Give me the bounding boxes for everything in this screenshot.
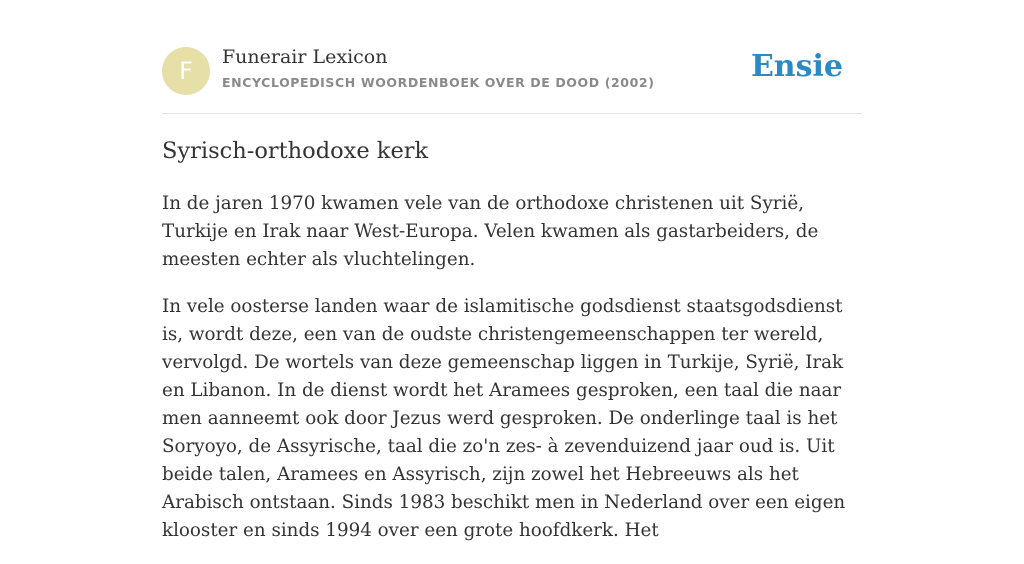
entry-paragraph: In vele oosterse landen waar de islamitische godsdienst staatsgodsdienst is, wordt deze, een van de oudste christengemeenschappen ter wereld, vervolgd. De wortels van deze gemeenschap liggen in Turkije, Syrië, Irak en Libanon. In de dienst wordt het Aramees gesproken, een taal die naar men aanneemt ook door Jezus werd gesproken. De onderlinge taal is het Soryoyo, de Assyrische, taal die zo'n zes- à zevenduizend jaar oud is. Uit beide talen, Aramees en Assyrisch, zijn zowel het Hebreeuws als het Arabisch ontstaan. Sinds 1983 beschikt men in Nederland over een eigen klooster en sinds 1994 over een grote hoofdkerk. Het bbox=[162, 296, 846, 541]
source-subtitle: ENCYCLOPEDISCH WOORDENBOEK OVER DE DOOD (2002) bbox=[222, 75, 655, 90]
header bbox=[162, 44, 862, 114]
entry-body bbox=[162, 190, 867, 564]
source-avatar[interactable]: F bbox=[162, 47, 210, 95]
entry-title: Syrisch-orthodoxe kerk bbox=[162, 138, 429, 164]
entry-paragraph: In de jaren 1970 kwamen vele van de orthodoxe christenen uit Syrië, Turkije en Irak naar West-Europa. Velen kwamen als gastarbeiders, de meesten echter als vluchtelingen. bbox=[162, 193, 819, 270]
source-title[interactable]: Funerair Lexicon bbox=[222, 46, 388, 68]
ensie-logo[interactable]: Ensie bbox=[750, 49, 843, 84]
